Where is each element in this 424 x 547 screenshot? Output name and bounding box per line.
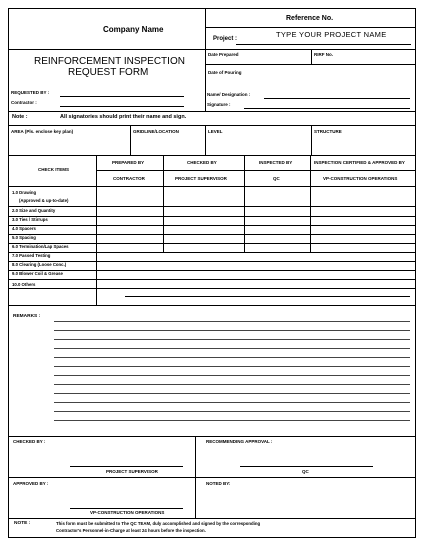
- col-qc: QC: [273, 176, 280, 181]
- check-item-drawing: 1.0 Drawing: [12, 190, 37, 195]
- company-name: Company Name: [103, 25, 164, 34]
- date-prepared-label: Date Prepared: [208, 52, 239, 57]
- area-label: AREA (Pls. enclose key plan): [11, 129, 74, 134]
- col-project-supervisor: PROJECT SUPERVISOR: [175, 176, 227, 181]
- structure-label: STRUCTURE: [314, 129, 342, 134]
- contractor-field[interactable]: [60, 106, 184, 107]
- project-name-value[interactable]: TYPE YOUR PROJECT NAME: [276, 30, 387, 39]
- reference-no-label: Reference No.: [286, 15, 334, 22]
- name-designation-label: Name/ Designation :: [207, 92, 251, 97]
- col-certified-by: INSPECTION CERTIFIED & APPROVED BY: [314, 160, 405, 165]
- col-inspected-by: INSPECTED BY: [259, 160, 293, 165]
- date-of-pouring-label: Date of Pouring: [208, 70, 242, 75]
- col-contractor: CONTRACTOR: [113, 176, 145, 181]
- check-item-testing: 7.0 Passed Testing: [12, 253, 51, 258]
- checked-by-label: CHECKED BY :: [13, 439, 46, 444]
- approved-by-label: APPROVED BY :: [13, 481, 49, 486]
- signature-field[interactable]: [244, 108, 410, 109]
- rirf-no-label: RIRF No.: [314, 52, 333, 57]
- recommending-approval-label: RECOMMENDING APPROVAL :: [206, 439, 273, 444]
- name-designation-field[interactable]: [264, 98, 410, 99]
- check-item-spacing: 5.0 Spacing: [12, 235, 36, 240]
- col-prepared-by: PREPARED BY: [112, 160, 145, 165]
- bottom-note-line1: This form must be submitted to The QC TEAM, duly accomplished and signed by the corresponding: [56, 521, 261, 526]
- remarks-line[interactable]: [54, 420, 410, 421]
- check-item-ties: 3.0 Ties / Stirrups: [12, 217, 48, 222]
- requested-by-label: REQUESTED BY :: [11, 90, 50, 95]
- check-item-spacers: 4.0 Spacers: [12, 226, 36, 231]
- project-supervisor-label: PROJECT SUPERVISOR: [106, 469, 158, 474]
- remarks-line[interactable]: [54, 393, 410, 394]
- project-supervisor-sign-line[interactable]: [70, 466, 183, 467]
- remarks-label: REMARKS :: [13, 314, 41, 319]
- note-label: Note :: [12, 114, 28, 120]
- others-line[interactable]: [125, 296, 410, 297]
- level-label: LEVEL: [208, 129, 223, 134]
- remarks-line[interactable]: [54, 411, 410, 412]
- remarks-line[interactable]: [54, 348, 410, 349]
- check-item-blower: 9.0 Blower Coil & Grease: [12, 271, 63, 276]
- check-item-size: 2.0 Size and Quantity: [12, 208, 56, 213]
- gridline-label: GRIDLINE/LOCATION: [133, 129, 179, 134]
- remarks-line[interactable]: [54, 375, 410, 376]
- check-item-drawing-note: (Approved & up-to-date): [19, 198, 69, 203]
- note-text: All signatories should print their name and sign.: [60, 114, 187, 120]
- vp-construction-sign-line[interactable]: [70, 508, 183, 509]
- remarks-line[interactable]: [54, 321, 410, 322]
- remarks-line[interactable]: [54, 330, 410, 331]
- form-title-line1: REINFORCEMENT INSPECTION: [34, 56, 185, 67]
- check-item-clearing: 8.0 Clearing (Loose Conc.): [12, 262, 67, 267]
- remarks-line[interactable]: [54, 366, 410, 367]
- project-label: Project :: [213, 36, 238, 42]
- qc-sign-line[interactable]: [240, 466, 373, 467]
- qc-label: QC: [302, 469, 309, 474]
- check-item-others: 10.0 Others: [12, 282, 36, 287]
- remarks-line[interactable]: [54, 357, 410, 358]
- remarks-line[interactable]: [54, 402, 410, 403]
- bottom-note-label: NOTE :: [14, 521, 31, 526]
- remarks-line[interactable]: [54, 339, 410, 340]
- remarks-line[interactable]: [54, 384, 410, 385]
- form-title-line2: REQUEST FORM: [68, 67, 149, 78]
- noted-by-label: NOTED BY:: [206, 481, 231, 486]
- col-vp-construction: VP-CONSTRUCTION OPERATIONS: [323, 176, 398, 181]
- col-checked-by: CHECKED BY: [187, 160, 217, 165]
- requested-by-field[interactable]: [60, 96, 184, 97]
- check-item-termination: 6.0 Termination/Lap Spaces: [12, 244, 69, 249]
- signature-label: Signature :: [207, 102, 231, 107]
- contractor-label: Contractor :: [11, 100, 37, 105]
- check-items-header: CHECK ITEMS: [38, 167, 70, 172]
- bottom-note-line2: Contractor's Personnel-in-Charge at least 24 hours before the inspection.: [56, 528, 206, 533]
- vp-construction-label: VP-CONSTRUCTION OPERATIONS: [90, 510, 165, 515]
